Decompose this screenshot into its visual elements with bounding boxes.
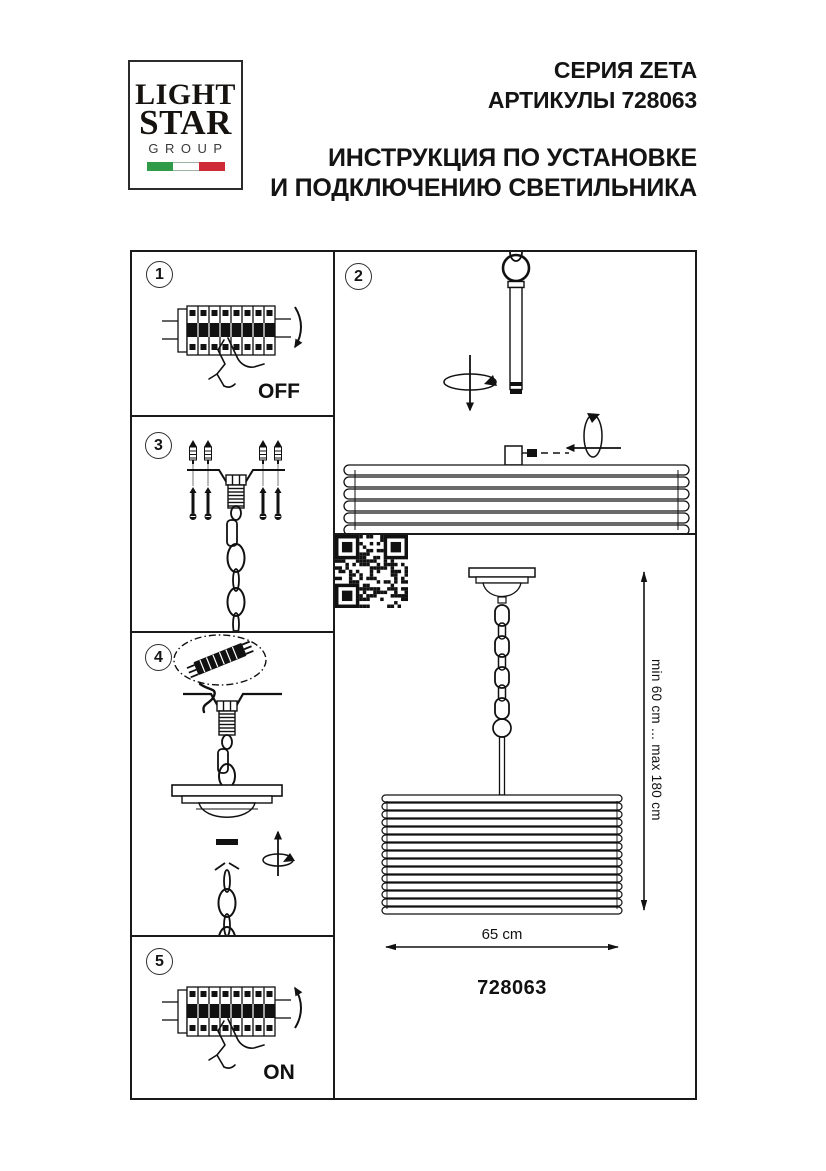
step-number: 2 xyxy=(354,267,363,285)
panel-step-2 xyxy=(335,252,695,535)
header-titles xyxy=(270,55,697,203)
flag-red xyxy=(199,162,225,171)
panel-step-5 xyxy=(132,937,335,1098)
panel-step-4 xyxy=(132,633,335,937)
chain-illustration xyxy=(227,506,245,631)
connector-plug xyxy=(527,449,537,457)
curved-arrow-down-icon xyxy=(295,307,301,347)
screw-icon xyxy=(205,487,212,520)
bracket-mounting-illustration xyxy=(132,417,333,631)
shade-nipple xyxy=(505,446,522,465)
article-number: 728063 xyxy=(477,977,547,999)
wall-plug-icon xyxy=(274,440,282,464)
shade-illustration xyxy=(382,795,622,914)
wall-plug-icon xyxy=(204,440,212,464)
panel-step-3 xyxy=(132,417,335,633)
wall-plug-icon xyxy=(259,440,267,464)
height-dimension-label: min 60 cm ... max 180 cm xyxy=(649,659,664,821)
circuit-breaker-icon xyxy=(162,306,291,355)
qr-code xyxy=(335,535,408,608)
circuit-breaker-icon xyxy=(162,987,291,1036)
flag-white xyxy=(173,162,199,171)
screw-icon xyxy=(190,487,197,520)
curved-arrow-up-icon xyxy=(295,988,301,1028)
screw-rotation-icon xyxy=(444,355,497,410)
hanger-rod xyxy=(503,252,529,394)
chain-illustration xyxy=(215,863,239,935)
connector-bar xyxy=(216,839,238,845)
instruction-title xyxy=(270,143,697,203)
wall-plug-icon xyxy=(189,440,197,464)
canopy-illustration xyxy=(172,785,282,817)
panel-dimensions xyxy=(335,535,695,1098)
screw-rotation-icon xyxy=(567,413,621,457)
step-number: 5 xyxy=(155,952,164,970)
screw-rotation-icon xyxy=(263,832,295,876)
logo-word-star: STAR xyxy=(139,103,232,142)
terminal-block-icon xyxy=(186,640,254,678)
threaded-coupler xyxy=(226,475,246,508)
logo-word-group: GROUP xyxy=(148,141,229,156)
italian-flag-icon xyxy=(147,162,225,171)
screw-icon xyxy=(275,487,282,520)
series-title: СЕРИЯ ZETA xyxy=(553,57,697,83)
fixture-dimension-drawing xyxy=(335,535,695,1098)
instruction-line-1: ИНСТРУКЦИЯ ПО УСТАНОВКЕ xyxy=(327,144,697,172)
width-dimension-label: 65 cm xyxy=(481,926,523,943)
canopy-illustration xyxy=(469,568,535,603)
canopy-assembly-illustration xyxy=(132,633,333,935)
chain-illustration xyxy=(218,735,235,788)
breaker-on-illustration xyxy=(132,937,333,1096)
step-number: 4 xyxy=(154,648,163,666)
logo-word-light: LIGHT xyxy=(135,78,236,111)
instruction-line-2: И ПОДКЛЮЧЕНИЮ СВЕТИЛЬНИКА xyxy=(270,174,697,202)
screw-icon xyxy=(260,487,267,520)
rod-assembly-illustration xyxy=(335,252,695,533)
step-number: 1 xyxy=(155,265,164,283)
articles-title: АРТИКУЛЫ 728063 xyxy=(487,87,697,113)
lightstar-logo xyxy=(128,60,243,190)
steps-grid xyxy=(130,250,697,1100)
shade-illustration xyxy=(344,465,689,533)
panel-step-1 xyxy=(132,252,335,417)
threaded-coupler xyxy=(217,701,237,735)
chain-illustration xyxy=(493,605,511,795)
on-label: ON xyxy=(263,1061,295,1084)
off-label: OFF xyxy=(258,380,300,403)
step-number: 3 xyxy=(154,436,163,454)
flag-green xyxy=(147,162,173,171)
breaker-off-illustration xyxy=(132,252,333,415)
